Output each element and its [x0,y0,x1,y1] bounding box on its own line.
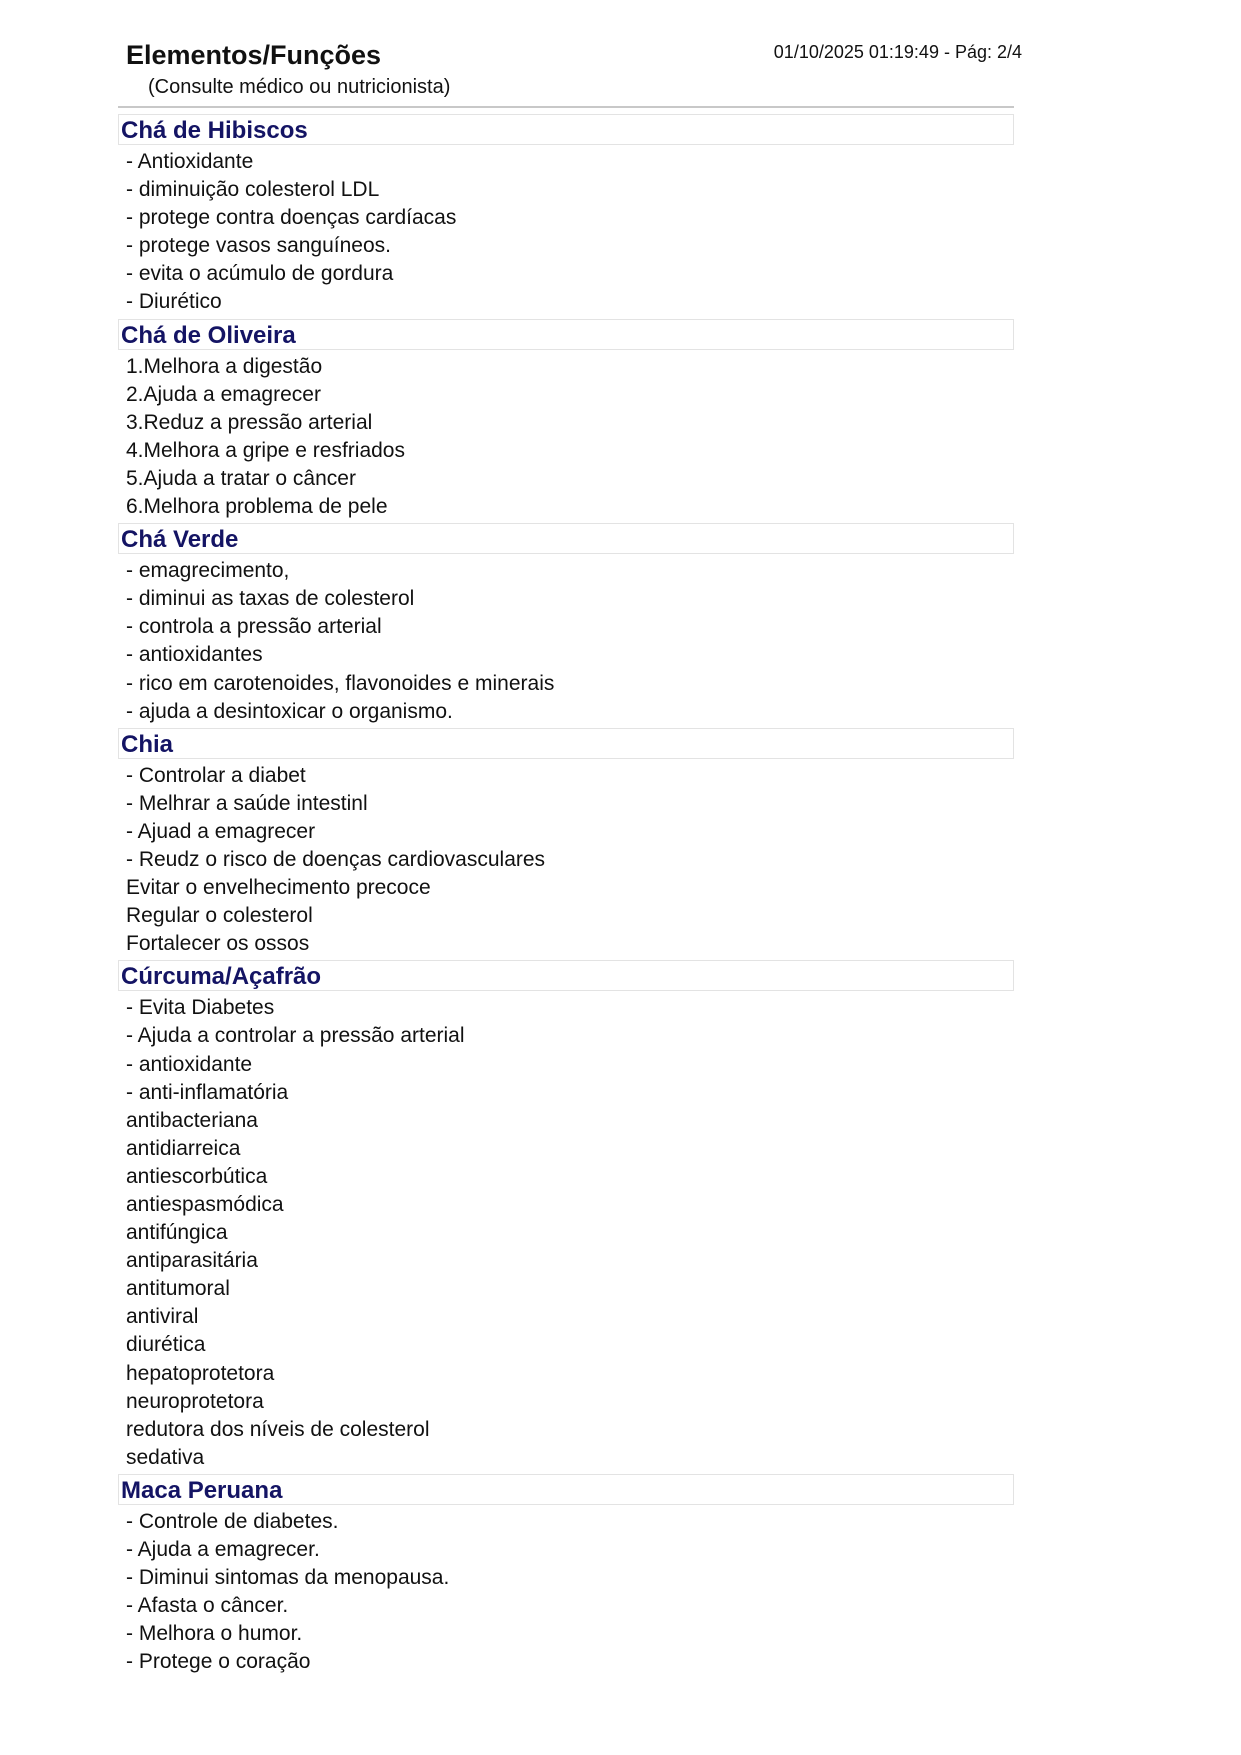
list-item: - Afasta o câncer. [126,1594,289,1618]
list-item: - Diurético [126,290,222,314]
list-item: - Antioxidante [126,150,254,173]
list-item: - emagrecimento, [126,559,290,583]
list-item: Evitar o envelhecimento precoce [126,876,431,900]
list-item: - protege contra doenças cardíacas [126,206,457,230]
list-item: 4.Melhora a gripe e resfriados [126,438,405,462]
list-item: antiviral [126,1305,199,1329]
section-block [118,319,1014,524]
section-item-list [118,554,1014,728]
list-item: antiparasitária [126,1249,258,1273]
list-item: - Reudz o risco de doenças cardiovasculares [126,847,546,871]
list-item: antidiarreica [126,1136,241,1160]
list-item: antibacteriana [126,1108,258,1132]
list-item: - Ajuad a emagrecer [126,819,316,843]
section-block [118,960,1014,1474]
list-item: - Melhrar a saúde intestinl [126,791,368,815]
list-item: - diminui as taxas de colesterol [126,587,415,611]
list-item: redutora dos níveis de colesterol [126,1417,430,1441]
section-block [118,1474,1014,1679]
section-item-list [118,350,1014,524]
section-title: Chá de Oliveira [118,319,1014,350]
page-header [118,40,1022,110]
list-item: - antioxidante [126,1052,253,1076]
section-block [118,523,1014,728]
section-title: Maca Peruana [118,1474,1014,1505]
section-title: Cúrcuma/Açafrão [118,960,1014,991]
list-item: - Diminui sintomas da menopausa. [126,1566,450,1590]
section-title: Chia [118,728,1014,759]
list-item: antitumoral [126,1277,230,1301]
sections-container [118,114,1014,1679]
list-item: antiescorbútica [126,1164,268,1188]
list-item: 2.Ajuda a emagrecer [126,382,321,406]
list-item: 3.Reduz a pressão arterial [126,410,373,434]
list-item: - antioxidantes [126,643,263,667]
list-item: neuroprotetora [126,1389,264,1413]
list-item: - rico em carotenoides, flavonoides e minerais [126,671,555,695]
list-item: - Controle de diabetes. [126,1509,339,1533]
section-item-list [118,991,1014,1474]
list-item: - Evita Diabetes [126,996,275,1020]
list-item: antiespasmódica [126,1193,284,1216]
list-item: - Controlar a diabet [126,763,306,787]
list-item: 1.Melhora a digestão [126,354,323,378]
page-title: Elementos/Funções [126,40,382,70]
list-item: - evita o acúmulo de gordura [126,262,394,286]
list-item: - Ajuda a emagrecer. [126,1538,320,1562]
list-item: - anti-inflamatória [126,1080,289,1104]
list-item: - protege vasos sanguíneos. [126,234,392,258]
section-block [118,728,1014,961]
list-item: Regular o colesterol [126,904,313,928]
section-title: Chá de Hibiscos [118,114,1014,145]
list-item: sedativa [126,1445,205,1469]
list-item: 6.Melhora problema de pele [126,495,388,519]
list-item: - diminuição colesterol LDL [126,178,380,202]
list-item: Fortalecer os ossos [126,932,310,956]
list-item: diurética [126,1333,206,1357]
list-item: - Melhora o humor. [126,1622,303,1646]
list-item: hepatoprotetora [126,1361,275,1385]
list-item: - Protege o coração [126,1650,311,1674]
list-item: - ajuda a desintoxicar o organismo. [126,699,453,723]
list-item: 5.Ajuda a tratar o câncer [126,466,356,490]
list-item: antifúngica [126,1221,228,1245]
list-item: - Ajuda a controlar a pressão arterial [126,1024,465,1048]
section-block [118,114,1014,319]
print-datetime-page: 01/10/2025 01:19:49 - Pág: 2/4 [773,42,1022,62]
section-item-list [118,759,1014,961]
section-item-list [118,1505,1014,1679]
section-title: Chá Verde [118,523,1014,554]
header-divider [118,106,1014,108]
list-item: - controla a pressão arterial [126,615,382,639]
page-subtitle: (Consulte médico ou nutricionista) [148,76,451,98]
section-item-list [118,145,1014,319]
